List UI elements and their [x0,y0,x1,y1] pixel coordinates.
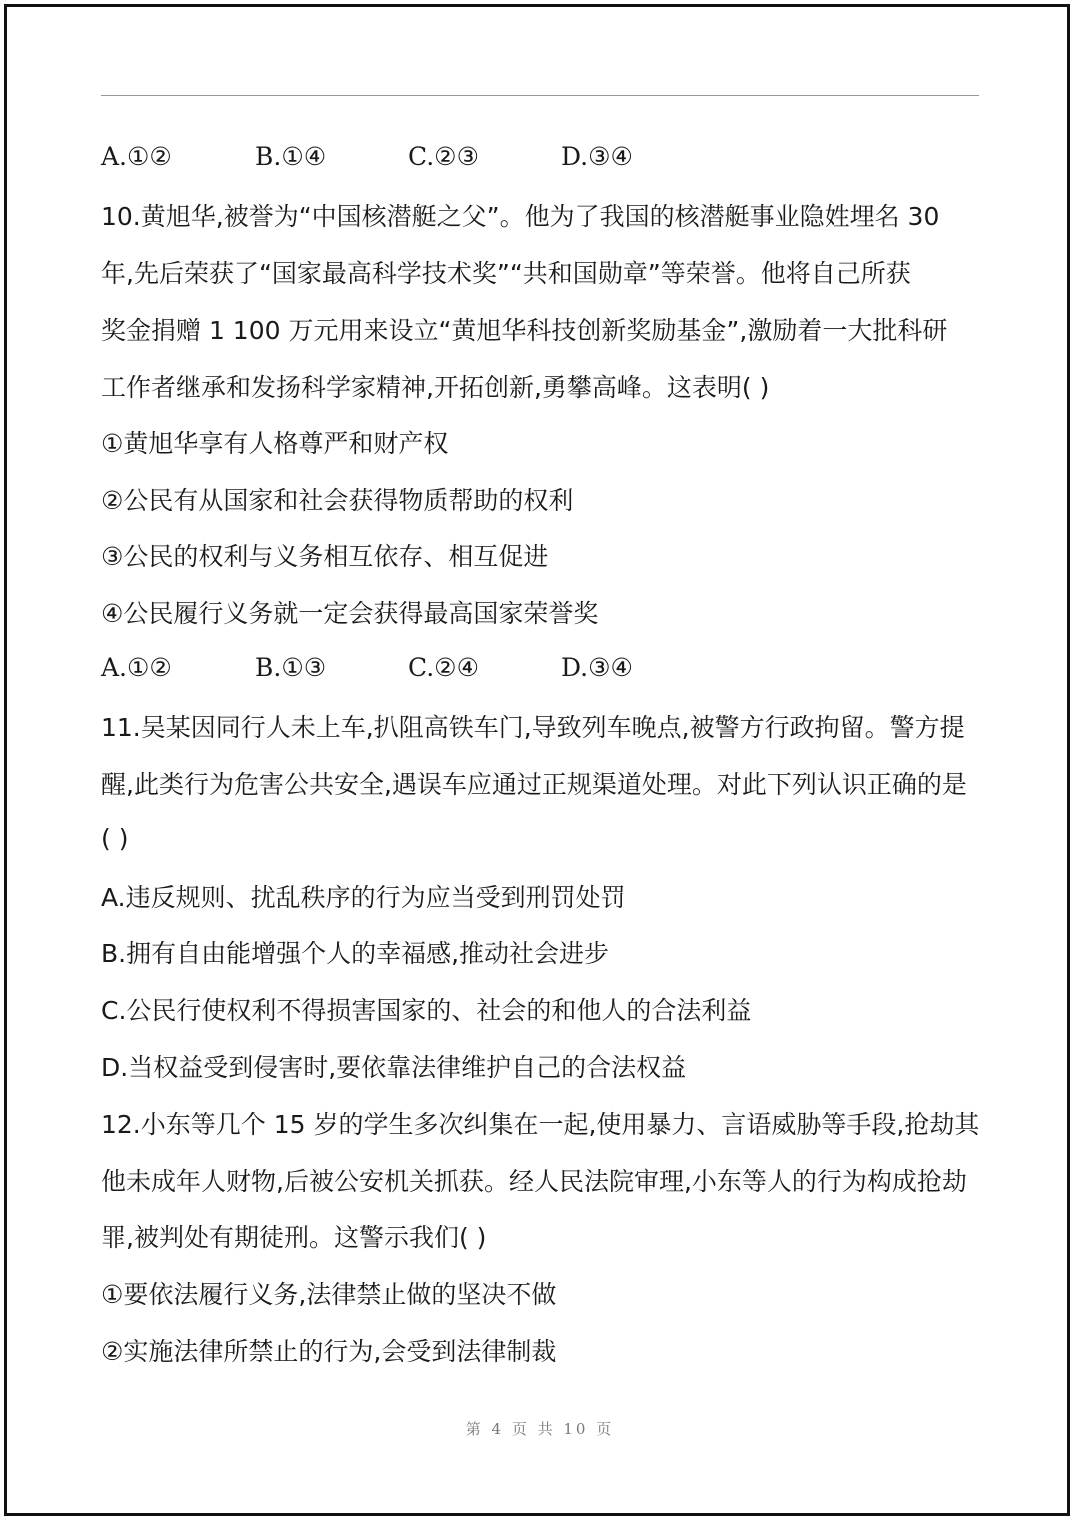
page-footer: 第 4 页 共 10 页 [465,1420,615,1438]
q10-option-d: D.③④ [561,653,633,682]
q11-option-b: B.拥有自由能增强个人的幸福感,推动社会进步 [101,939,610,968]
q10-option-c: C.②④ [408,653,480,682]
q10-option-b: B.①③ [255,653,327,682]
q12-stem-line-2: 他未成年人财物,后被公安机关抓获。经人民法院审理,小东等人的行为构成抢劫 [101,1167,967,1196]
q11-option-d: D.当权益受到侵害时,要依靠法律维护自己的合法权益 [101,1053,687,1082]
q10-statement-4: ④公民履行义务就一定会获得最高国家荣誉奖 [101,599,599,628]
q12-stem-line-1: 12.小东等几个 15 岁的学生多次纠集在一起,使用暴力、言语威胁等手段,抢劫其 [101,1110,980,1139]
prev-option-d: D.③④ [561,142,633,171]
prev-option-c: C.②③ [408,142,480,171]
header-rule [101,95,979,96]
q10-stem-line-4: 工作者继承和发扬科学家精神,开拓创新,勇攀高峰。这表明( ) [101,373,770,402]
q11-option-c: C.公民行使权利不得损害国家的、社会的和他人的合法利益 [101,996,752,1025]
q12-stem-line-3: 罪,被判处有期徒刑。这警示我们( ) [101,1223,487,1252]
q10-stem-line-1: 10.黄旭华,被誉为“中国核潜艇之父”。他为了我国的核潜艇事业隐姓埋名 30 [101,202,940,231]
q11-option-a: A.违反规则、扰乱秩序的行为应当受到刑罚处罚 [101,883,626,912]
prev-option-a: A.①② [101,142,172,171]
q10-statement-3: ③公民的权利与义务相互依存、相互促进 [101,542,549,571]
q10-statement-1: ①黄旭华享有人格尊严和财产权 [101,429,449,458]
q10-statement-2: ②公民有从国家和社会获得物质帮助的权利 [101,486,574,515]
q10-stem-line-2: 年,先后荣获了“国家最高科学技术奖”“共和国勋章”等荣誉。他将自己所获 [101,259,911,288]
q11-answer-blank: ( ) [101,824,129,853]
q12-statement-2: ②实施法律所禁止的行为,会受到法律制裁 [101,1337,557,1366]
q10-stem-line-3: 奖金捐赠 1 100 万元用来设立“黄旭华科技创新奖励基金”,激励着一大批科研 [101,316,948,345]
q11-stem-line-2: 醒,此类行为危害公共安全,遇误车应通过正规渠道处理。对此下列认识正确的是 [101,770,967,799]
q11-stem-line-1: 11.吴某因同行人未上车,扒阻高铁车门,导致列车晚点,被警方行政拘留。警方提 [101,713,965,742]
q12-statement-1: ①要依法履行义务,法律禁止做的坚决不做 [101,1280,557,1309]
q10-option-a: A.①② [101,653,172,682]
prev-option-b: B.①④ [255,142,327,171]
